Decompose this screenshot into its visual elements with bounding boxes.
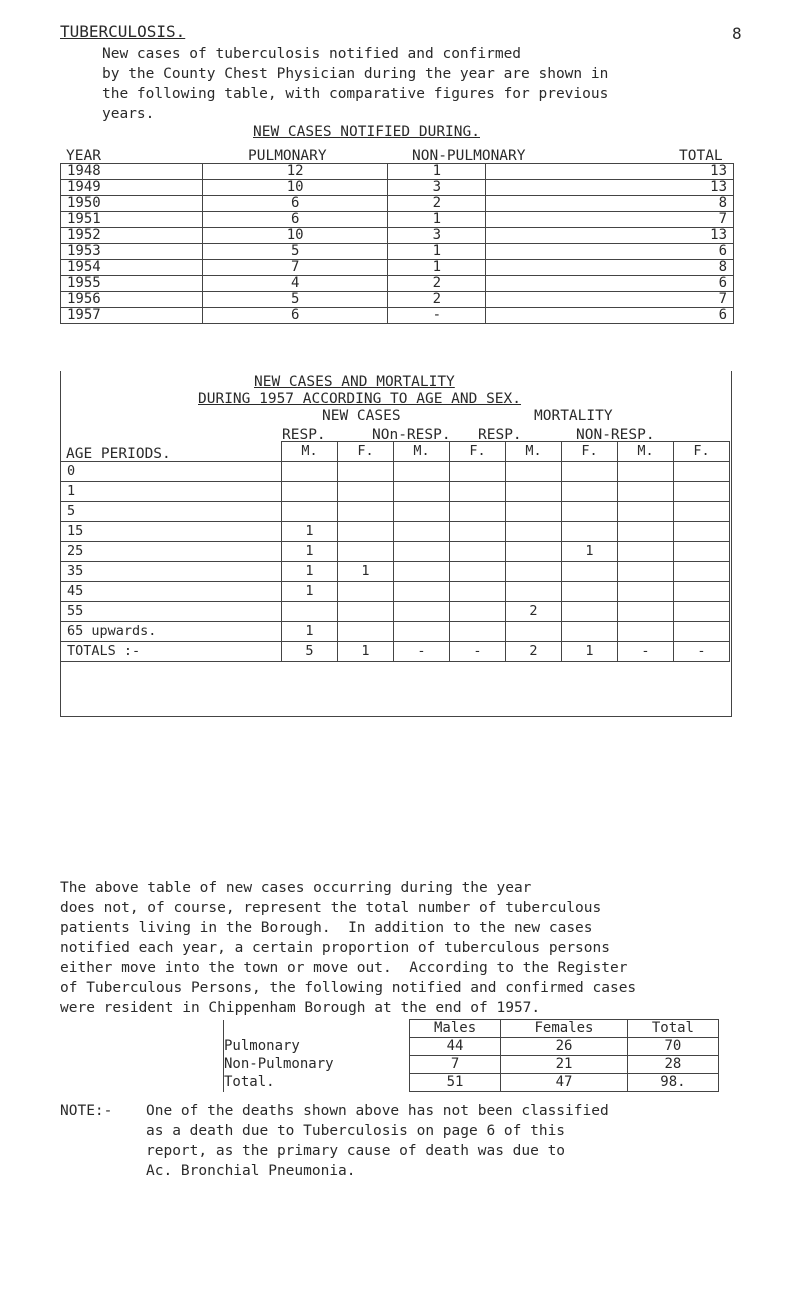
count-cell — [450, 482, 506, 502]
count-cell: - — [674, 642, 730, 662]
count-cell — [394, 562, 450, 582]
header-resp-mort: RESP. — [478, 427, 522, 443]
count-cell: 1 — [282, 622, 338, 642]
pulmonary-cell: 6 — [203, 308, 388, 324]
count-cell: 1 — [282, 582, 338, 602]
count-cell — [282, 462, 338, 482]
pulmonary-cell: 5 — [203, 292, 388, 308]
total-cell: 13 — [486, 164, 734, 180]
age-row — [61, 522, 730, 542]
count-cell — [394, 502, 450, 522]
count-cell — [394, 582, 450, 602]
year-cell: 1955 — [61, 276, 203, 292]
pulmonary-cell: 10 — [203, 228, 388, 244]
age-cell: 0 — [61, 462, 282, 482]
count-cell — [618, 622, 674, 642]
count-cell — [506, 502, 562, 522]
sex-header-f: F. — [562, 442, 618, 462]
count-cell — [562, 482, 618, 502]
count-cell — [562, 622, 618, 642]
non-pulmonary-cell: 2 — [388, 196, 486, 212]
count-cell — [674, 582, 730, 602]
count-cell: - — [618, 642, 674, 662]
count-cell — [450, 562, 506, 582]
count-cell — [450, 542, 506, 562]
register-females: 47 — [501, 1074, 628, 1092]
count-cell: 1 — [562, 642, 618, 662]
total-cell: 13 — [486, 180, 734, 196]
count-cell — [506, 482, 562, 502]
year-cell: 1949 — [61, 180, 203, 196]
year-cell: 1957 — [61, 308, 203, 324]
total-cell: 7 — [486, 212, 734, 228]
count-cell — [506, 542, 562, 562]
count-cell — [674, 482, 730, 502]
register-label: Non-Pulmonary — [224, 1056, 410, 1074]
count-cell — [506, 462, 562, 482]
age-cell: 15 — [61, 522, 282, 542]
register-table — [223, 1019, 719, 1092]
non-pulmonary-cell: 2 — [388, 276, 486, 292]
group-new-cases: NEW CASES — [322, 408, 401, 424]
count-cell — [450, 522, 506, 542]
note-label: NOTE:- — [60, 1103, 113, 1119]
register-total: 70 — [627, 1038, 718, 1056]
new-cases-row — [61, 180, 734, 196]
count-cell — [338, 582, 394, 602]
new-cases-row — [61, 292, 734, 308]
totals-row — [61, 642, 730, 662]
count-cell: - — [394, 642, 450, 662]
count-cell — [338, 482, 394, 502]
count-cell — [450, 582, 506, 602]
register-row — [224, 1038, 719, 1056]
new-cases-row — [61, 212, 734, 228]
count-cell: 1 — [282, 562, 338, 582]
age-cell: 35 — [61, 562, 282, 582]
age-cell: 45 — [61, 582, 282, 602]
year-cell: 1954 — [61, 260, 203, 276]
age-row — [61, 582, 730, 602]
sex-header-f: F. — [450, 442, 506, 462]
new-cases-title: NEW CASES NOTIFIED DURING. — [253, 124, 480, 140]
total-cell: 6 — [486, 308, 734, 324]
pulmonary-cell: 7 — [203, 260, 388, 276]
total-cell: 7 — [486, 292, 734, 308]
age-cell: 25 — [61, 542, 282, 562]
count-cell — [562, 562, 618, 582]
register-males: 44 — [410, 1038, 501, 1056]
age-row — [61, 482, 730, 502]
count-cell — [618, 562, 674, 582]
sex-header-f: F. — [674, 442, 730, 462]
count-cell — [674, 562, 730, 582]
new-cases-row — [61, 244, 734, 260]
age-cell: 1 — [61, 482, 282, 502]
count-cell — [618, 462, 674, 482]
age-row — [61, 622, 730, 642]
count-cell — [562, 602, 618, 622]
pulmonary-cell: 6 — [203, 196, 388, 212]
count-cell — [674, 502, 730, 522]
non-pulmonary-cell: 1 — [388, 212, 486, 228]
count-cell — [338, 502, 394, 522]
register-row — [224, 1074, 719, 1092]
pulmonary-cell: 12 — [203, 164, 388, 180]
new-cases-row — [61, 228, 734, 244]
count-cell: 1 — [338, 562, 394, 582]
age-row — [61, 542, 730, 562]
register-total: 28 — [627, 1056, 718, 1074]
count-cell — [674, 462, 730, 482]
register-males: 7 — [410, 1056, 501, 1074]
total-cell: 8 — [486, 196, 734, 212]
count-cell — [282, 602, 338, 622]
new-cases-header-total: TOTAL — [679, 148, 723, 164]
register-header-males: Males — [410, 1020, 501, 1038]
non-pulmonary-cell: 3 — [388, 228, 486, 244]
count-cell — [674, 622, 730, 642]
group-mortality: MORTALITY — [534, 408, 613, 424]
count-cell — [394, 622, 450, 642]
non-pulmonary-cell: 1 — [388, 164, 486, 180]
count-cell: 1 — [282, 542, 338, 562]
age-row — [61, 462, 730, 482]
count-cell — [562, 582, 618, 602]
count-cell: 1 — [282, 522, 338, 542]
register-header-row — [224, 1020, 719, 1038]
register-label-cell — [224, 1020, 410, 1038]
count-cell — [338, 622, 394, 642]
count-cell — [506, 562, 562, 582]
count-cell — [506, 582, 562, 602]
age-row — [61, 502, 730, 522]
count-cell: 5 — [282, 642, 338, 662]
sex-header-m: M. — [506, 442, 562, 462]
count-cell: 1 — [562, 542, 618, 562]
count-cell — [562, 502, 618, 522]
count-cell — [394, 482, 450, 502]
register-label: Total. — [224, 1074, 410, 1092]
body-paragraph: The above table of new cases occurring during the year does not, of course, represent the total number of tuberculous patients living in the Borough. In addition to the new cases notified each year, a certain proportion of tuberculous persons either move into the town or move out. According to the Register of Tuberculous Persons, the following notified and confirmed cases were resident in Chippenham Borough at the end of 1957. — [60, 880, 637, 1016]
count-cell — [618, 482, 674, 502]
age-header-cell — [61, 442, 282, 462]
register-males: 51 — [410, 1074, 501, 1092]
new-cases-table — [60, 163, 734, 324]
count-cell — [338, 542, 394, 562]
new-cases-row — [61, 164, 734, 180]
total-cell: 6 — [486, 276, 734, 292]
pulmonary-cell: 6 — [203, 212, 388, 228]
count-cell — [618, 502, 674, 522]
age-cell: 5 — [61, 502, 282, 522]
page-number: 8 — [732, 24, 742, 43]
count-cell — [450, 462, 506, 482]
year-cell: 1948 — [61, 164, 203, 180]
count-cell — [450, 602, 506, 622]
new-cases-row — [61, 196, 734, 212]
count-cell: 1 — [338, 642, 394, 662]
count-cell — [450, 502, 506, 522]
count-cell — [506, 622, 562, 642]
register-females: 26 — [501, 1038, 628, 1056]
register-header-females: Females — [501, 1020, 628, 1038]
year-cell: 1953 — [61, 244, 203, 260]
register-header-total: Total — [627, 1020, 718, 1038]
sex-header-m: M. — [282, 442, 338, 462]
sex-header-f: F. — [338, 442, 394, 462]
header-resp-new: RESP. — [282, 427, 326, 443]
year-cell: 1952 — [61, 228, 203, 244]
count-cell — [562, 462, 618, 482]
count-cell — [618, 602, 674, 622]
count-cell — [394, 542, 450, 562]
pulmonary-cell: 5 — [203, 244, 388, 260]
pulmonary-cell: 10 — [203, 180, 388, 196]
count-cell: - — [450, 642, 506, 662]
count-cell — [338, 462, 394, 482]
mortality-table — [60, 441, 730, 662]
new-cases-row — [61, 308, 734, 324]
count-cell — [506, 522, 562, 542]
count-cell — [394, 522, 450, 542]
non-pulmonary-cell: 2 — [388, 292, 486, 308]
age-cell: 55 — [61, 602, 282, 622]
non-pulmonary-cell: - — [388, 308, 486, 324]
register-females: 21 — [501, 1056, 628, 1074]
count-cell — [674, 602, 730, 622]
age-row — [61, 602, 730, 622]
intro-paragraph: New cases of tuberculosis notified and confirmed by the County Chest Physician during the year are shown in the following table, with comparative figures for previous years. — [102, 46, 609, 122]
non-pulmonary-cell: 3 — [388, 180, 486, 196]
count-cell — [674, 542, 730, 562]
count-cell: 2 — [506, 602, 562, 622]
count-cell — [282, 482, 338, 502]
year-cell: 1956 — [61, 292, 203, 308]
sex-header-m: M. — [618, 442, 674, 462]
count-cell — [562, 522, 618, 542]
header-non-resp-new: NOn-RESP. — [372, 427, 451, 443]
new-cases-header-pulmonary: PULMONARY — [248, 148, 327, 164]
year-cell: 1951 — [61, 212, 203, 228]
age-cell: TOTALS :- — [61, 642, 282, 662]
register-total: 98. — [627, 1074, 718, 1092]
note-text: One of the deaths shown above has not been classified as a death due to Tuberculosis on page 6 of this report, as the primary cause of death was due to Ac. Bronchial Pneumonia. — [146, 1103, 609, 1179]
count-cell — [450, 622, 506, 642]
sex-header-m: M. — [394, 442, 450, 462]
new-cases-header-year: YEAR — [66, 148, 101, 164]
year-cell: 1950 — [61, 196, 203, 212]
count-cell — [338, 522, 394, 542]
count-cell — [618, 582, 674, 602]
count-cell — [338, 602, 394, 622]
header-non-resp-mort: NON-RESP. — [576, 427, 655, 443]
mortality-sex-header-row — [61, 442, 730, 462]
register-label: Pulmonary — [224, 1038, 410, 1056]
age-cell: 65 upwards. — [61, 622, 282, 642]
total-cell: 6 — [486, 244, 734, 260]
register-row — [224, 1056, 719, 1074]
count-cell — [674, 522, 730, 542]
count-cell — [282, 502, 338, 522]
page-title: TUBERCULOSIS. — [60, 22, 186, 41]
count-cell — [618, 522, 674, 542]
non-pulmonary-cell: 1 — [388, 260, 486, 276]
count-cell: 2 — [506, 642, 562, 662]
total-cell: 13 — [486, 228, 734, 244]
total-cell: 8 — [486, 260, 734, 276]
new-cases-row — [61, 260, 734, 276]
count-cell — [394, 462, 450, 482]
count-cell — [618, 542, 674, 562]
mortality-title-line2: DURING 1957 ACCORDING TO AGE AND SEX. — [198, 391, 522, 407]
new-cases-row — [61, 276, 734, 292]
header-age-periods: AGE PERIODS. — [66, 446, 171, 462]
mortality-title-line1: NEW CASES AND MORTALITY — [254, 374, 455, 390]
age-row — [61, 562, 730, 582]
new-cases-header-non-pulmonary: NON-PULMONARY — [412, 148, 526, 164]
non-pulmonary-cell: 1 — [388, 244, 486, 260]
pulmonary-cell: 4 — [203, 276, 388, 292]
count-cell — [394, 602, 450, 622]
